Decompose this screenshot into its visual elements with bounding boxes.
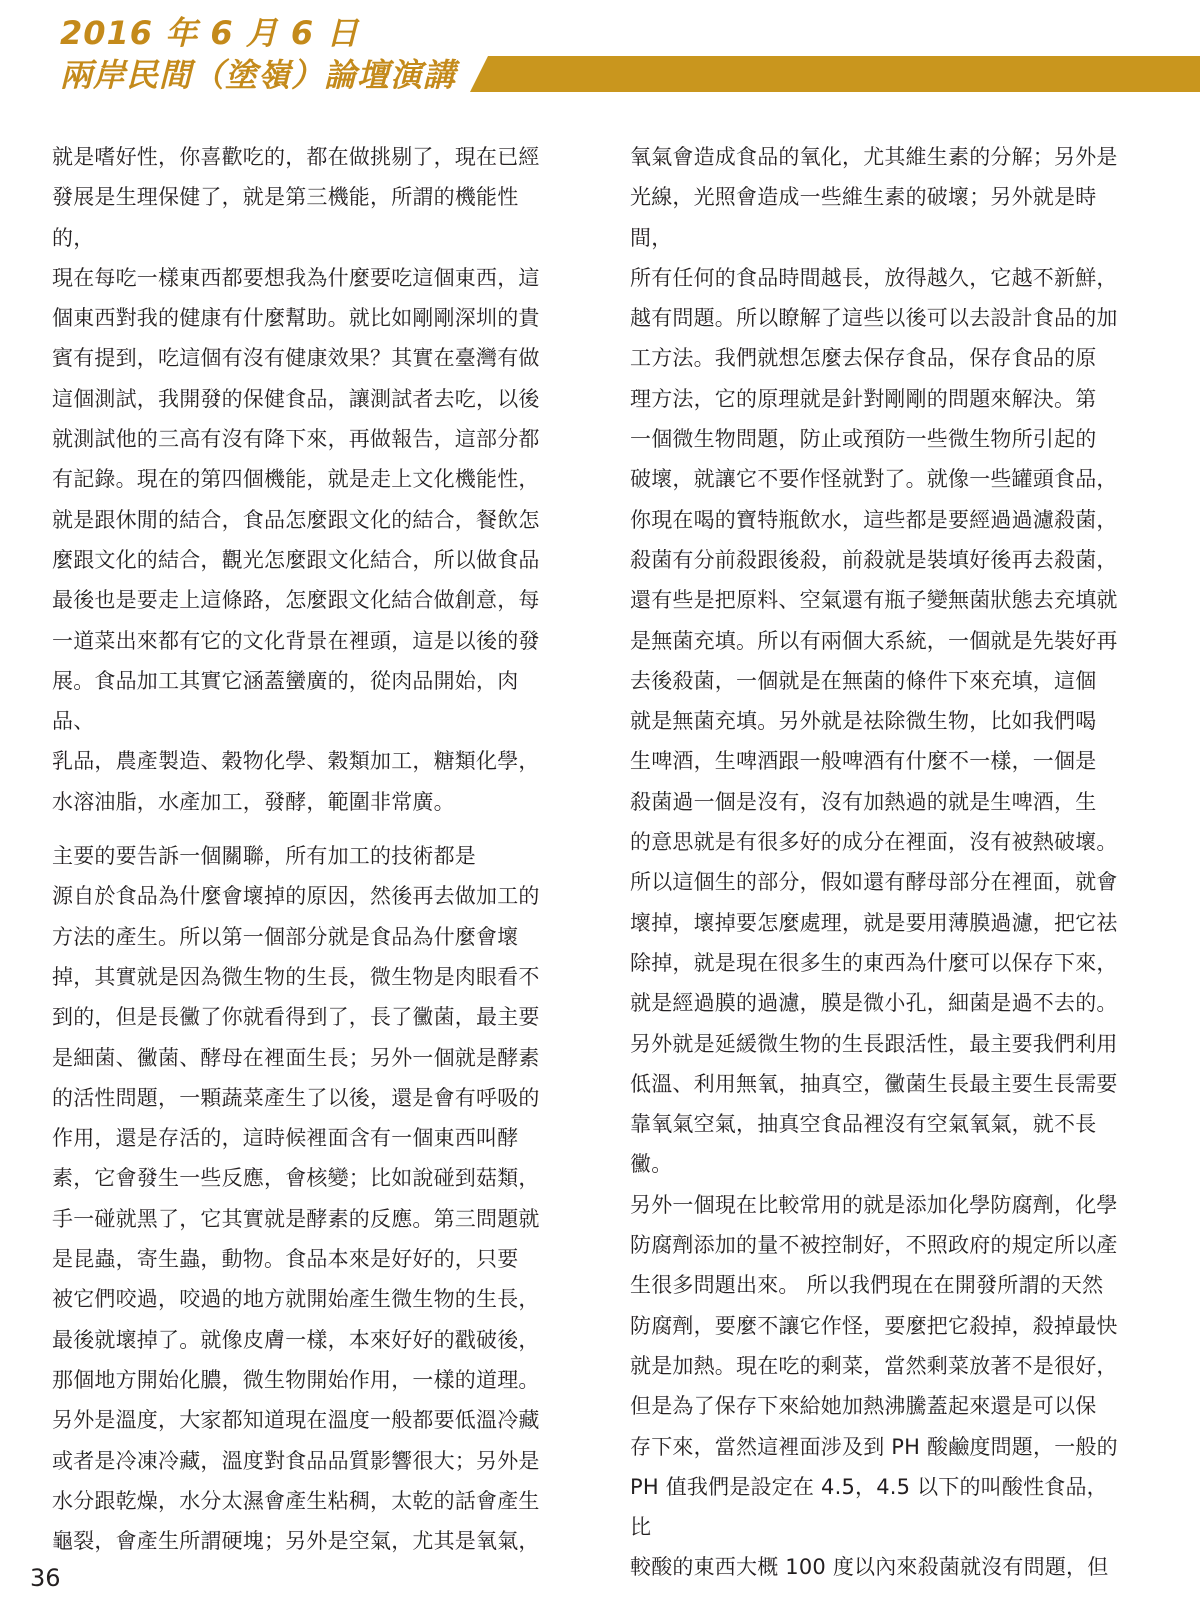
header-title-block <box>60 12 456 96</box>
right-paragraph-1: 氧氣會造成食品的氧化，尤其維生素的分解；另外是 光線，光照會造成一些維生素的破壞；另外就是時間， 所有任何的食品時間越長，放得越久，它越不新鮮， 越有問題。所以瞭解了這些以後可以去設計食品的加 工方法。我們就想怎麼去保存食品，保存食品的原 理方法，它的原理就是針對剛剛的問題來解決。第 一個微生物問題，防止或預防一些微生物所引起的 破壞，就讓它不要作怪就對了。就像一些罐頭食品， 你現在喝的寶特瓶飲水，這些都是要經過過濾殺菌， 殺菌有分前殺跟後殺，前殺就是裝填好後再去殺菌， 還有些是把原料、空氣還有瓶子變無菌狀態去充填就 是無菌充填。所以有兩個大系統，一個就是先裝好再 去後殺菌，一個就是在無菌的條件下來充填，這個 就是無菌充填。另外就是祛除微生物，比如我們喝 生啤酒，生啤酒跟一般啤酒有什麼不一樣，一個是 殺菌過一個是沒有，沒有加熱過的就是生啤酒，生 的意思就是有很多好的成分在裡面，沒有被熱破壞。 所以這個生的部分，假如還有酵母部分在裡面，就會 壞掉，壞掉要怎麼處理，就是要用薄膜過濾，把它祛 除掉，就是現在很多生的東西為什麼可以保存下來， 就是經過膜的過濾，膜是微小孔，細菌是過不去的。 另外就是延緩微生物的生長跟活性，最主要我們利用 低溫、利用無氧，抽真空，黴菌生長最主要生長需要 靠氧氣空氣，抽真空食品裡沒有空氣氧氣，就不長黴。 另外一個現在比較常用的就是添加化學防腐劑，化學 防腐劑添加的量不被控制好，不照政府的規定所以產 生很多問題出來。 所以我們現在在開發所謂的天然 防腐劑，要麼不讓它作怪，要麼把它殺掉，殺掉最快 就是加熱。現在吃的剩菜，當然剩菜放著不是很好， 但是為了保存下來給她加熱沸騰蓋起來還是可以保 存下來，當然這裡面涉及到 PH 酸鹼度問題，一般的 PH 值我們是設定在 4.5，4.5 以下的叫酸性食品，比 較酸的東西大概 100 度以內來殺菌就沒有問題，但 <box>630 145 1118 1580</box>
left-paragraph-2: 主要的要告訴一個關聯，所有加工的技術都是 源自於食品為什麼會壞掉的原因，然後再去做加工的 方法的產生。所以第一個部分就是食品為什麼會壞 掉，其實就是因為微生物的生長，微生物是肉眼看不 到的，但是長黴了你就看得到了，長了黴菌，最主要 是細菌、黴菌、酵母在裡面生長；另外一個就是酵素 的活性問題，一顆蔬菜產生了以後，還是會有呼吸的 作用，還是存活的，這時候裡面含有一個東西叫酵 素，它會發生一些反應，會核變；比如說碰到菇類， 手一碰就黑了，它其實就是酵素的反應。第三問題就 是昆蟲，寄生蟲，動物。食品本來是好好的，只要 被它們咬過，咬過的地方就開始產生微生物的生長， 最後就壞掉了。就像皮膚一樣，本來好好的戳破後， 那個地方開始化膿，微生物開始作用，一樣的道理。 另外是溫度，大家都知道現在溫度一般都要低溫冷藏 或者是冷凍冷藏，溫度對食品品質影響很大；另外是 水分跟乾燥，水分太濕會產生粘稠，太乾的話會產生 龜裂，會產生所謂硬塊；另外是空氣，尤其是氧氣， <box>52 844 540 1554</box>
left-paragraph-1: 就是嗜好性，你喜歡吃的，都在做挑剔了，現在已經 發展是生理保健了，就是第三機能，所謂的機能性的， 現在每吃一樣東西都要想我為什麼要吃這個東西，這 個東西對我的健康有什麼幫助。就比如剛剛深圳的貴 賓有提到，吃這個有沒有健康效果？其實在臺灣有做 這個測試，我開發的保健食品，讓測試者去吃，以後 就測試他的三高有沒有降下來，再做報告，這部分都 有記錄。現在的第四個機能，就是走上文化機能性， 就是跟休閒的結合，食品怎麼跟文化的結合，餐飲怎 麼跟文化的結合，觀光怎麼跟文化結合，所以做食品 最後也是要走上這條路，怎麼跟文化結合做創意，每 一道菜出來都有它的文化背景在裡頭，這是以後的發 展。食品加工其實它涵蓋蠻廣的，從肉品開始，肉品、 乳品，農產製造、穀物化學、穀類加工，糖類化學， 水溶油脂，水產加工，發酵，範圍非常廣。 <box>52 145 540 814</box>
left-text-column <box>52 137 542 1561</box>
right-text-column <box>630 137 1120 1588</box>
header-title: 兩岸民間（塗嶺）論壇演講 <box>60 56 457 94</box>
header-date: 2016 年 6 月 6 日 <box>60 14 360 52</box>
page-number: 36 <box>30 1564 61 1592</box>
header-gold-banner <box>470 56 1200 92</box>
